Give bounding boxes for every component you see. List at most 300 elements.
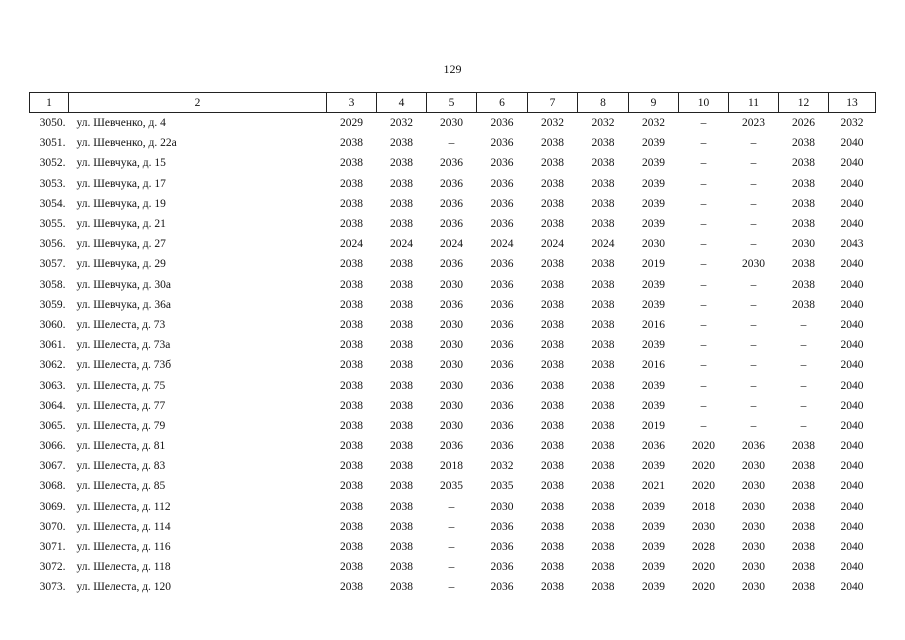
year-cell: 2038 <box>591 460 615 473</box>
year-cell: 2020 <box>692 561 715 574</box>
year-cell: 2038 <box>792 137 815 150</box>
year-cell: 2036 <box>440 218 463 231</box>
row-number-cell: 3052. <box>39 157 66 170</box>
year-cell: 2038 <box>390 460 413 473</box>
year-cell: 2038 <box>340 278 363 291</box>
year-cell: 2036 <box>490 440 514 453</box>
year-cell: 2030 <box>440 278 463 291</box>
year-cell: 2038 <box>591 419 615 432</box>
year-cell: 2036 <box>490 318 514 331</box>
year-cell: 2038 <box>340 359 363 372</box>
year-cell: 2038 <box>340 500 363 513</box>
year-cell: 2020 <box>692 480 715 493</box>
year-cell: 2038 <box>591 218 615 231</box>
year-cell: – <box>448 500 455 513</box>
year-cell: 2024 <box>591 238 615 251</box>
year-cell: 2039 <box>642 137 665 150</box>
year-cell: 2035 <box>490 480 514 493</box>
year-cell: 2038 <box>591 318 615 331</box>
year-cell: – <box>700 318 707 331</box>
year-cell: 2038 <box>541 500 564 513</box>
header-row <box>30 93 876 113</box>
row-number-cell: 3064. <box>39 399 66 412</box>
year-cell: 2030 <box>742 258 765 271</box>
year-cell: – <box>700 339 707 352</box>
year-cell: 2030 <box>490 500 514 513</box>
year-cell: 2040 <box>840 177 864 190</box>
year-cell: – <box>750 298 757 311</box>
year-cell: 2038 <box>340 298 363 311</box>
year-cell: 2039 <box>642 520 665 533</box>
year-cell: 2039 <box>642 561 665 574</box>
year-cell: 2038 <box>541 339 564 352</box>
year-cell: 2030 <box>742 541 765 554</box>
address-cell: ул. Шевчука, д. 17 <box>76 177 166 190</box>
year-cell: 2038 <box>340 258 363 271</box>
year-cell: 2030 <box>742 500 765 513</box>
year-cell: 2036 <box>490 197 514 210</box>
year-cell: 2039 <box>642 218 665 231</box>
year-cell: 2036 <box>642 440 665 453</box>
year-cell: 2030 <box>440 419 463 432</box>
year-cell: 2036 <box>742 440 765 453</box>
year-cell: 2038 <box>792 561 815 574</box>
year-cell: 2038 <box>541 581 564 594</box>
year-cell: – <box>700 379 707 392</box>
year-cell: 2038 <box>390 541 413 554</box>
year-cell: 2038 <box>541 541 564 554</box>
address-cell: ул. Шелеста, д. 118 <box>76 561 171 574</box>
year-cell: 2036 <box>490 117 514 130</box>
column-header: 2 <box>69 93 327 113</box>
year-cell: 2032 <box>541 117 564 130</box>
address-cell: ул. Шевчука, д. 27 <box>76 238 166 251</box>
year-cell: – <box>700 218 707 231</box>
year-cell: 2039 <box>642 581 665 594</box>
table-row <box>30 497 876 517</box>
row-number-cell: 3053. <box>39 177 66 190</box>
year-cell: 2036 <box>490 581 514 594</box>
year-cell: 2038 <box>792 218 815 231</box>
table-row <box>30 315 876 335</box>
year-cell: 2019 <box>642 258 665 271</box>
column-header: 7 <box>528 93 578 113</box>
year-cell: 2038 <box>541 419 564 432</box>
year-cell: 2040 <box>840 359 864 372</box>
year-cell: – <box>700 137 707 150</box>
address-cell: ул. Шевчука, д. 30а <box>76 278 171 291</box>
year-cell: 2038 <box>591 278 615 291</box>
table-row <box>30 194 876 214</box>
table-row <box>30 214 876 234</box>
year-cell: 2038 <box>390 359 413 372</box>
row-number-cell: 3070. <box>39 520 66 533</box>
year-cell: – <box>800 359 807 372</box>
year-cell: 2030 <box>742 561 765 574</box>
year-cell: 2038 <box>591 541 615 554</box>
year-cell: 2038 <box>591 298 615 311</box>
year-cell: – <box>700 419 707 432</box>
year-cell: 2038 <box>390 500 413 513</box>
year-cell: 2038 <box>792 197 815 210</box>
year-cell: – <box>448 520 455 533</box>
address-cell: ул. Шелеста, д. 116 <box>76 541 171 554</box>
row-number-cell: 3065. <box>39 419 66 432</box>
year-cell: 2030 <box>440 379 463 392</box>
year-cell: 2038 <box>340 520 363 533</box>
year-cell: 2038 <box>591 379 615 392</box>
year-cell: 2038 <box>792 258 815 271</box>
year-cell: 2036 <box>490 419 514 432</box>
table-row <box>30 174 876 194</box>
year-cell: 2038 <box>792 278 815 291</box>
address-cell: ул. Шелеста, д. 112 <box>76 500 171 513</box>
year-cell: 2038 <box>541 460 564 473</box>
year-cell: 2018 <box>692 500 715 513</box>
year-cell: 2024 <box>340 238 363 251</box>
year-cell: 2036 <box>490 359 514 372</box>
row-number-cell: 3055. <box>39 218 66 231</box>
year-cell: – <box>700 238 707 251</box>
year-cell: 2038 <box>340 318 363 331</box>
year-cell: – <box>750 177 757 190</box>
column-header: 11 <box>729 93 779 113</box>
year-cell: 2024 <box>440 238 463 251</box>
year-cell: 2040 <box>840 298 864 311</box>
year-cell: – <box>700 278 707 291</box>
address-cell: ул. Шелеста, д. 75 <box>76 379 166 392</box>
table-header <box>30 93 876 113</box>
year-cell: 2038 <box>541 177 564 190</box>
year-cell: 2021 <box>642 480 665 493</box>
year-cell: 2032 <box>390 117 413 130</box>
page-number: 129 <box>443 62 462 76</box>
year-cell: 2038 <box>591 440 615 453</box>
address-cell: ул. Шевчука, д. 29 <box>76 258 166 271</box>
column-header: 3 <box>327 93 377 113</box>
year-cell: 2040 <box>840 520 864 533</box>
year-cell: 2038 <box>591 399 615 412</box>
year-cell: 2038 <box>541 399 564 412</box>
year-cell: 2039 <box>642 460 665 473</box>
year-cell: 2038 <box>792 440 815 453</box>
year-cell: 2040 <box>840 460 864 473</box>
year-cell: 2038 <box>591 339 615 352</box>
year-cell: 2038 <box>541 359 564 372</box>
year-cell: 2038 <box>390 218 413 231</box>
table-row <box>30 133 876 153</box>
year-cell: 2030 <box>742 520 765 533</box>
year-cell: 2038 <box>340 419 363 432</box>
year-cell: 2040 <box>840 500 864 513</box>
row-number-cell: 3061. <box>39 339 66 352</box>
year-cell: 2036 <box>490 399 514 412</box>
year-cell: 2040 <box>840 541 864 554</box>
row-number-cell: 3057. <box>39 258 66 271</box>
year-cell: 2040 <box>840 318 864 331</box>
year-cell: – <box>750 218 757 231</box>
year-cell: 2036 <box>490 218 514 231</box>
year-cell: 2038 <box>340 460 363 473</box>
year-cell: 2036 <box>440 157 463 170</box>
year-cell: 2038 <box>390 419 413 432</box>
year-cell: 2036 <box>490 298 514 311</box>
year-cell: – <box>700 258 707 271</box>
column-header: 13 <box>829 93 876 113</box>
year-cell: 2035 <box>440 480 463 493</box>
year-cell: 2038 <box>340 197 363 210</box>
year-cell: 2036 <box>440 298 463 311</box>
year-cell: 2040 <box>840 399 864 412</box>
column-header: 12 <box>779 93 829 113</box>
table-row <box>30 295 876 315</box>
year-cell: 2036 <box>490 177 514 190</box>
year-cell: 2038 <box>340 339 363 352</box>
year-cell: 2040 <box>840 581 864 594</box>
address-cell: ул. Шелеста, д. 77 <box>76 399 166 412</box>
year-cell: – <box>750 399 757 412</box>
year-cell: 2038 <box>390 379 413 392</box>
year-cell: – <box>750 318 757 331</box>
year-cell: 2038 <box>340 137 363 150</box>
year-cell: 2039 <box>642 298 665 311</box>
address-cell: ул. Шелеста, д. 81 <box>76 440 166 453</box>
year-cell: 2036 <box>490 541 514 554</box>
year-cell: 2038 <box>591 258 615 271</box>
year-cell: 2038 <box>340 157 363 170</box>
year-cell: 2038 <box>340 581 363 594</box>
address-cell: ул. Шевчука, д. 36а <box>76 298 171 311</box>
row-number-cell: 3062. <box>39 359 66 372</box>
year-cell: – <box>448 137 455 150</box>
year-cell: 2039 <box>642 157 665 170</box>
column-header: 8 <box>578 93 629 113</box>
year-cell: 2038 <box>340 379 363 392</box>
year-cell: – <box>700 197 707 210</box>
address-cell: ул. Шелеста, д. 83 <box>76 460 166 473</box>
year-cell: 2038 <box>792 541 815 554</box>
year-cell: – <box>750 339 757 352</box>
year-cell: 2024 <box>490 238 514 251</box>
address-cell: ул. Шелеста, д. 73 <box>76 318 166 331</box>
year-cell: 2038 <box>390 581 413 594</box>
year-cell: 2036 <box>490 339 514 352</box>
year-cell: – <box>750 238 757 251</box>
year-cell: 2036 <box>440 197 463 210</box>
year-cell: 2040 <box>840 419 864 432</box>
year-cell: 2032 <box>591 117 615 130</box>
year-cell: – <box>750 157 757 170</box>
row-number-cell: 3058. <box>39 278 66 291</box>
year-cell: 2020 <box>692 440 715 453</box>
row-number-cell: 3071. <box>39 541 66 554</box>
year-cell: 2040 <box>840 197 864 210</box>
table-row <box>30 254 876 274</box>
year-cell: – <box>448 581 455 594</box>
year-cell: 2026 <box>792 117 815 130</box>
year-cell: 2038 <box>340 440 363 453</box>
table-row <box>30 517 876 537</box>
year-cell: – <box>800 379 807 392</box>
table-row <box>30 557 876 577</box>
row-number-cell: 3051. <box>39 137 66 150</box>
year-cell: 2038 <box>390 318 413 331</box>
year-cell: 2020 <box>692 460 715 473</box>
data-table <box>29 92 876 598</box>
year-cell: 2024 <box>541 238 564 251</box>
address-cell: ул. Шелеста, д. 85 <box>76 480 166 493</box>
year-cell: 2038 <box>390 177 413 190</box>
year-cell: 2040 <box>840 339 864 352</box>
year-cell: 2036 <box>490 561 514 574</box>
year-cell: 2038 <box>591 520 615 533</box>
year-cell: 2038 <box>541 520 564 533</box>
year-cell: 2038 <box>541 278 564 291</box>
address-cell: ул. Шелеста, д. 120 <box>76 581 172 594</box>
year-cell: – <box>700 399 707 412</box>
year-cell: 2038 <box>340 177 363 190</box>
table-row <box>30 537 876 557</box>
year-cell: 2038 <box>591 197 615 210</box>
table-row <box>30 416 876 436</box>
row-number-cell: 3060. <box>39 318 66 331</box>
year-cell: – <box>750 278 757 291</box>
year-cell: 2036 <box>490 258 514 271</box>
year-cell: 2038 <box>340 541 363 554</box>
table-row <box>30 113 876 134</box>
column-header: 10 <box>679 93 729 113</box>
year-cell: 2038 <box>541 298 564 311</box>
table-row <box>30 275 876 295</box>
year-cell: 2039 <box>642 278 665 291</box>
year-cell: 2038 <box>591 500 615 513</box>
year-cell: 2039 <box>642 379 665 392</box>
year-cell: 2038 <box>390 197 413 210</box>
year-cell: 2029 <box>340 117 363 130</box>
year-cell: 2040 <box>840 480 864 493</box>
year-cell: 2038 <box>340 480 363 493</box>
table-row <box>30 456 876 476</box>
year-cell: 2038 <box>541 318 564 331</box>
year-cell: – <box>750 137 757 150</box>
year-cell: 2038 <box>340 218 363 231</box>
column-header: 5 <box>427 93 477 113</box>
year-cell: 2038 <box>390 561 413 574</box>
table-row <box>30 375 876 395</box>
row-number-cell: 3069. <box>39 500 66 513</box>
year-cell: 2040 <box>840 137 864 150</box>
year-cell: 2040 <box>840 278 864 291</box>
year-cell: 2039 <box>642 197 665 210</box>
year-cell: – <box>448 541 455 554</box>
year-cell: 2019 <box>642 419 665 432</box>
column-header: 1 <box>30 93 69 113</box>
year-cell: 2032 <box>642 117 665 130</box>
row-number-cell: 3059. <box>39 298 66 311</box>
year-cell: 2039 <box>642 339 665 352</box>
row-number-cell: 3050. <box>39 117 66 130</box>
year-cell: 2038 <box>390 399 413 412</box>
year-cell: 2030 <box>440 117 463 130</box>
year-cell: 2038 <box>591 359 615 372</box>
year-cell: 2038 <box>792 460 815 473</box>
year-cell: 2038 <box>792 177 815 190</box>
year-cell: 2038 <box>390 298 413 311</box>
address-cell: ул. Шелеста, д. 73а <box>76 339 171 352</box>
year-cell: 2038 <box>541 137 564 150</box>
year-cell: – <box>750 359 757 372</box>
year-cell: – <box>800 339 807 352</box>
year-cell: 2036 <box>490 137 514 150</box>
year-cell: 2032 <box>490 460 514 473</box>
year-cell: 2030 <box>742 480 765 493</box>
year-cell: 2038 <box>541 440 564 453</box>
year-cell: 2038 <box>591 157 615 170</box>
column-header: 6 <box>477 93 528 113</box>
year-cell: – <box>700 157 707 170</box>
year-cell: 2030 <box>440 359 463 372</box>
row-number-cell: 3063. <box>39 379 66 392</box>
year-cell: 2039 <box>642 500 665 513</box>
year-cell: 2038 <box>390 137 413 150</box>
year-cell: 2038 <box>541 258 564 271</box>
year-cell: 2038 <box>390 339 413 352</box>
year-cell: – <box>800 399 807 412</box>
year-cell: 2038 <box>390 157 413 170</box>
year-cell: 2038 <box>541 197 564 210</box>
year-cell: 2036 <box>490 157 514 170</box>
year-cell: 2040 <box>840 218 864 231</box>
row-number-cell: 3068. <box>39 480 66 493</box>
address-cell: ул. Шелеста, д. 73б <box>76 359 172 372</box>
year-cell: 2030 <box>742 460 765 473</box>
year-cell: 2038 <box>390 258 413 271</box>
table-body <box>30 113 876 598</box>
row-number-cell: 3054. <box>39 197 66 210</box>
address-cell: ул. Шевченко, д. 4 <box>76 117 166 130</box>
year-cell: 2039 <box>642 399 665 412</box>
column-header: 4 <box>377 93 427 113</box>
year-cell: 2038 <box>390 440 413 453</box>
row-number-cell: 3073. <box>39 581 66 594</box>
table-row <box>30 577 876 597</box>
year-cell: 2028 <box>692 541 715 554</box>
year-cell: – <box>750 419 757 432</box>
row-number-cell: 3067. <box>39 460 66 473</box>
year-cell: – <box>700 298 707 311</box>
year-cell: 2016 <box>642 318 665 331</box>
row-number-cell: 3072. <box>39 561 66 574</box>
year-cell: 2036 <box>440 440 463 453</box>
year-cell: 2032 <box>840 117 864 130</box>
address-cell: ул. Шелеста, д. 114 <box>76 520 171 533</box>
year-cell: 2039 <box>642 541 665 554</box>
year-cell: 2038 <box>792 157 815 170</box>
year-cell: – <box>750 379 757 392</box>
year-cell: 2038 <box>340 399 363 412</box>
year-cell: 2038 <box>390 520 413 533</box>
year-cell: – <box>700 177 707 190</box>
year-cell: 2038 <box>591 137 615 150</box>
year-cell: – <box>800 419 807 432</box>
year-cell: 2038 <box>792 581 815 594</box>
year-cell: 2038 <box>792 520 815 533</box>
year-cell: 2030 <box>692 520 715 533</box>
year-cell: 2043 <box>840 238 864 251</box>
row-number-cell: 3066. <box>39 440 66 453</box>
year-cell: – <box>448 561 455 574</box>
year-cell: 2038 <box>792 500 815 513</box>
